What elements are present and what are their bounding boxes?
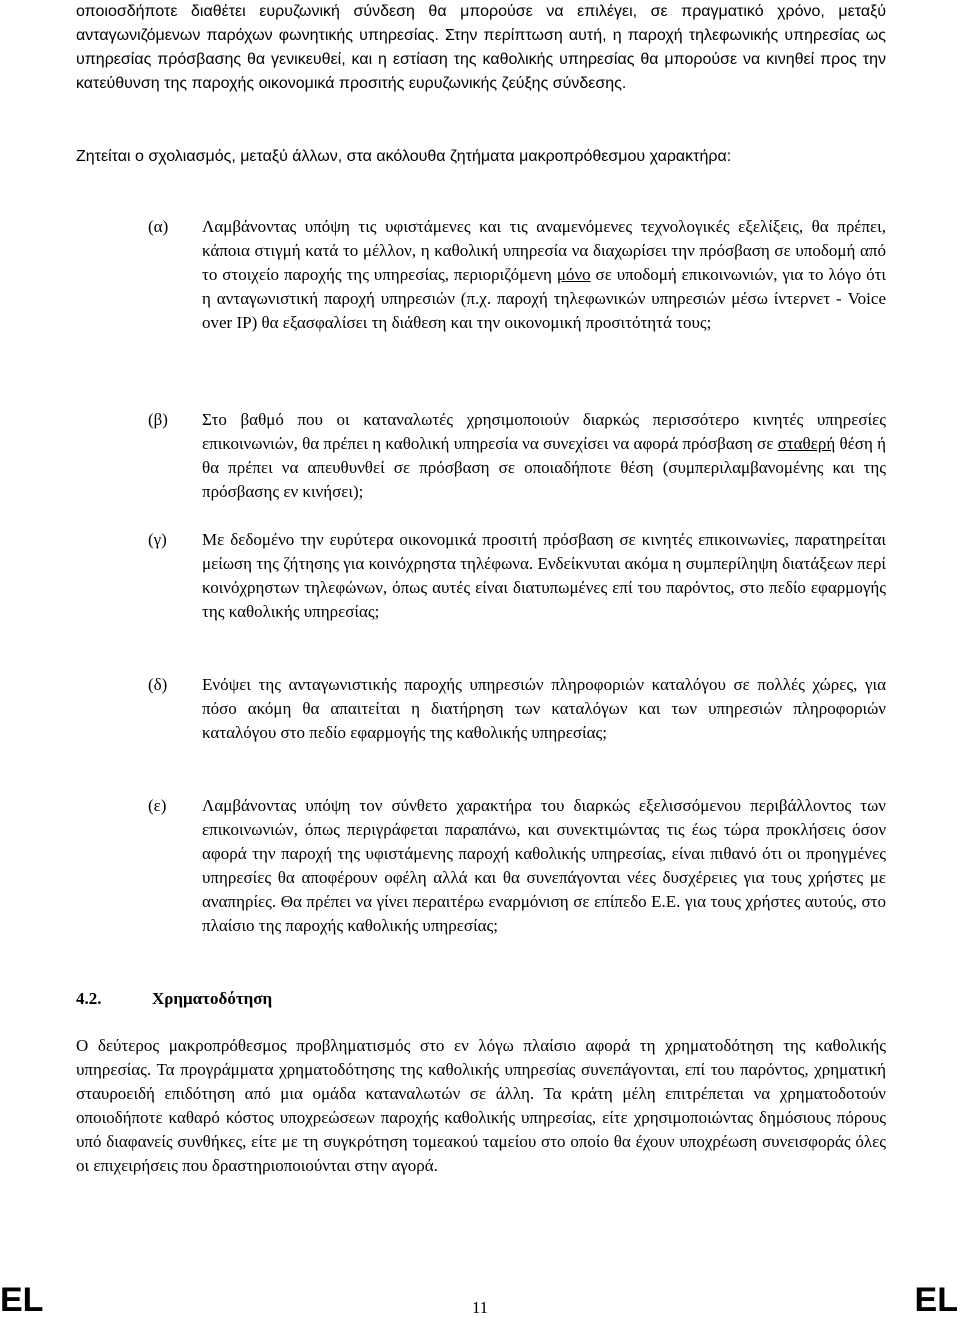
intro-paragraph: οποιοσδήποτε διαθέτει ευρυζωνική σύνδεση θα μπορούσε να επιλέγει, σε πραγματικό χρόνο, μεταξύ ανταγωνιζόμενων παρόχων φωνητικής υπηρεσίας. Στην περίπτωση αυτή, η παροχή τηλεφωνικής υπηρεσίας ως υπηρεσίας πρόσβασης θα γενικευθεί, και η εστίαση της καθολικής υπηρεσίας θα μπορούσε να κινηθεί προς την κατεύθυνση της παροχής οικονομικά προσιτής ευρυζωνικής ζεύξης σύνδεσης. (76, 3, 886, 92)
list-item-label: (β) (148, 410, 168, 429)
language-code-left: EL (0, 1281, 44, 1319)
page-number: 11 (471, 1298, 489, 1317)
list-item-text: Με δεδομένο την ευρύτερα οικονομικά προσιτή πρόσβαση σε κινητές επικοινωνίες, παρατηρείται μείωση της ζήτησης για κοινόχρηστα τηλέφωνα. Ενδείκνυται ακόμα η συμπερίληψη διατάξεων περί κοινόχρηστων τηλεφώνων, όπως αυτές είναι διατυπωμένες επί του παρόντος, στο πεδίο εφαρμογής της καθολικής υπηρεσίας; (202, 530, 886, 621)
section-title: Χρηματοδότηση (152, 989, 273, 1008)
emphasis-underline: σταθερή (777, 434, 836, 453)
list-item-label: (α) (148, 217, 169, 236)
language-code-right: EL (914, 1281, 958, 1319)
list-item-text: Στο βαθμό που οι καταναλωτές χρησιμοποιούν διαρκώς περισσότερο κινητές υπηρεσίες επικοινωνιών, θα πρέπει η καθολική υπηρεσία να συνεχίσει να αφορά πρόσβαση σε σταθερή θέση ή θα πρέπει να απευθυνθεί σε πρόσβαση σε οποιαδήποτε θέση (συμπεριλαμβανομένης και της πρόσβασης εν κινήσει); (202, 410, 887, 501)
list-item-label: (γ) (148, 530, 167, 549)
list-item-text: Λαμβάνοντας υπόψη τον σύνθετο χαρακτήρα του διαρκώς εξελισσόμενου περιβάλλοντος των επικοινωνιών, όπως περιγράφεται παραπάνω, και συνεκτιμώντας τις έως τώρα προκλήσεις όσον αφορά την παροχή της υφιστάμενης παροχή καθολικής υπηρεσίας, είναι πιθανό ότι οι προηγμένες υπηρεσίες θα αποφέρουν οφέλη αλλά και θα συνεπάγονται νέες δυσχέρειες για τους χρήστες με αναπηρίες. Θα πρέπει να γίνει περαιτέρω εναρμόνιση σε επίπεδο Ε.Ε. για τους χρήστες αυτούς, στο πλαίσιο της παροχής καθολικής υπηρεσίας; (202, 796, 886, 935)
section-heading (76, 987, 272, 1011)
list-item-label: (δ) (148, 675, 168, 694)
list-item-label: (ε) (148, 796, 167, 815)
emphasis-underline: μόνο (556, 265, 591, 284)
financing-paragraph: Ο δεύτερος μακροπρόθεσμος προβληματισμός στο εν λόγω πλαίσιο αφορά τη χρηματοδότηση της καθολικής υπηρεσίας. Τα προγράμματα χρηματοδότησης της καθολικής υπηρεσίας συνεπάγονται, επί του παρόντος, χρηματική σταυροειδή επιδότηση από μια ομάδα καταναλωτών σε άλλη. Τα κράτη μέλη επιτρέπεται να χρηματοδοτούν οποιοδήποτε καθαρό κόστος υποχρεώσεων παροχής καθολικής υπηρεσίας, είτε χρησιμοποιώντας δημόσιους πόρους υπό διαφανείς συνθήκες, είτε με τη συγκρότηση τομεακού ταμείου στο οποίο θα έχουν υποχρέωση συνεισφοράς όλες οι επιχειρήσεις που δραστηριοποιούνται στην αγορά. (76, 1036, 886, 1175)
request-paragraph: Ζητείται ο σχολιασμός, μεταξύ άλλων, στα ακόλουθα ζητήματα μακροπρόθεσμου χαρακτήρα: (76, 148, 732, 165)
list-item-text: Ενόψει της ανταγωνιστικής παροχής υπηρεσιών πληροφοριών καταλόγου σε πολλές χώρες, για πόσο ακόμη θα απαιτείται η διατήρηση των καταλόγων και των υπηρεσιών πληροφοριών καταλόγου στο πεδίο εφαρμογής της καθολικής υπηρεσίας; (202, 675, 886, 742)
list-item-text: Λαμβάνοντας υπόψη τις υφιστάμενες και τις αναμενόμενες τεχνολογικές εξελίξεις, θα πρέπει, κάποια στιγμή κατά το μέλλον, η καθολική υπηρεσία να διαχωρίσει την πρόσβαση σε υποδομή από το στοιχείο παροχής της υπηρεσίας, περιοριζόμενη μόνο σε υποδομή επικοινωνιών, για το λόγο ότι η ανταγωνιστική παροχή υπηρεσιών (π.χ. παροχή τηλεφωνικών υπηρεσιών μέσω ίντερνετ - Voice over IP) θα εξασφαλίσει τη διάθεση και την οικονομική προσιτότητά τους; (202, 217, 886, 332)
section-number: 4.2. (76, 989, 102, 1008)
